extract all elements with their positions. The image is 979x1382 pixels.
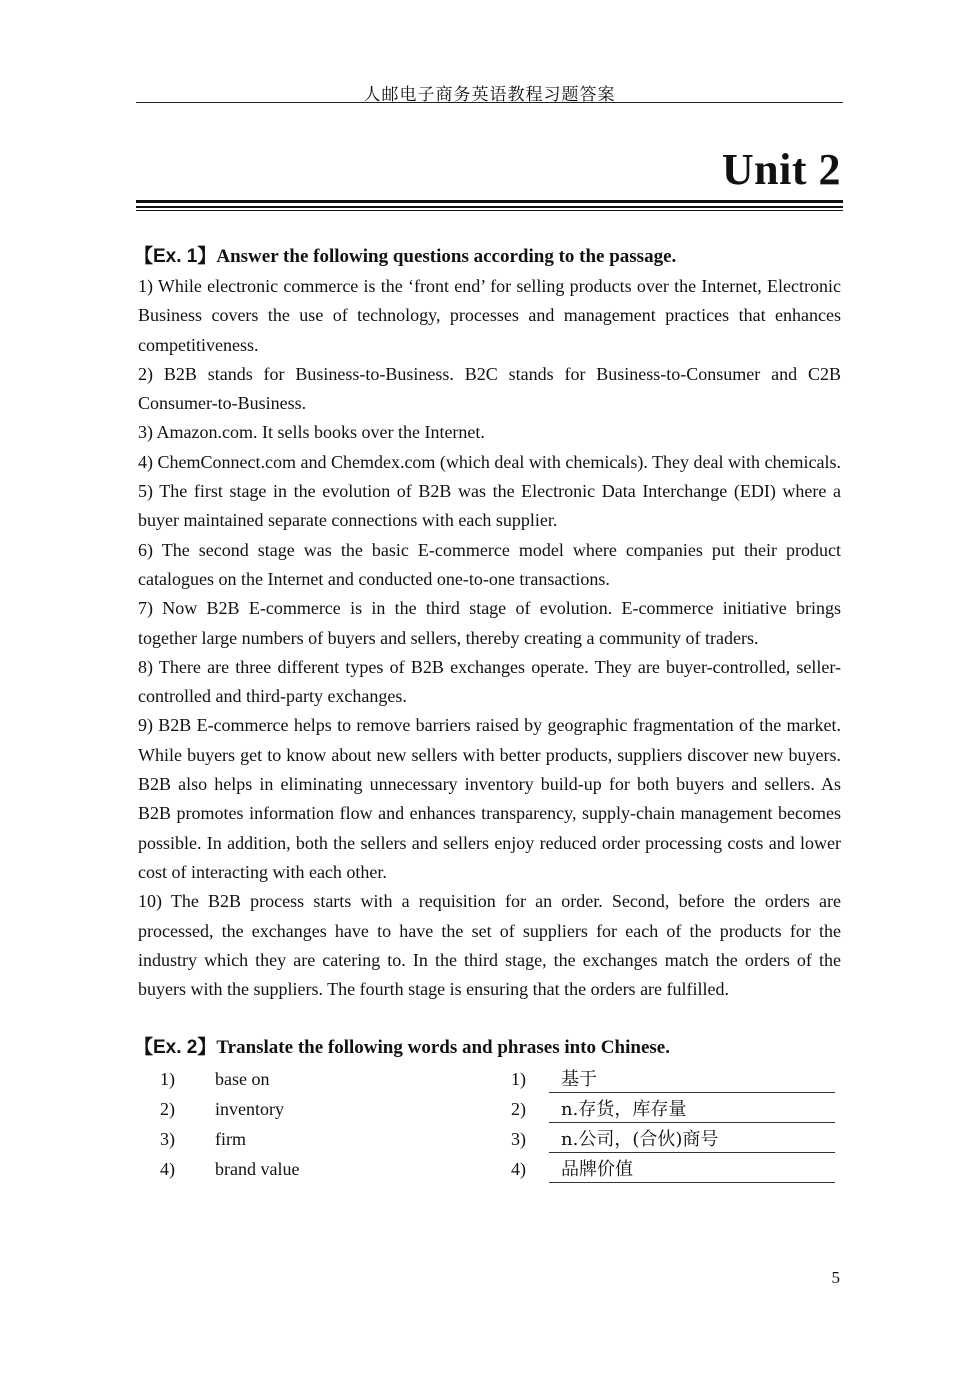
vocab-number: 1) bbox=[160, 1069, 175, 1090]
vocab-answer: n.存货，库存量 bbox=[549, 1095, 835, 1123]
vocab-answer: 基于 bbox=[549, 1065, 835, 1093]
ex1-answer-3: 3) Amazon.com. It sells books over the Internet. bbox=[138, 422, 485, 443]
ex1-answer-1: 1) While electronic commerce is the ‘front end’ for selling products over the Internet, Electronic Business covers the use of technology, processes and management practices that enhances competitiveness. bbox=[138, 276, 841, 355]
ex1-tag: 【Ex. 1】 bbox=[134, 246, 217, 267]
ex1-answer-10: 10) The B2B process starts with a requisition for an order. Second, before the orders are processed, the exchanges have to have the set of suppliers for each of the products for the industry which they are catering to. In the third stage, the exchanges match the orders of the buyers with the suppliers. The fourth stage is ensuring that the orders are fulfilled. bbox=[138, 891, 841, 1000]
ex2-instruction: Translate the following words and phrases into Chinese. bbox=[216, 1037, 670, 1059]
vocab-number: 2) bbox=[160, 1099, 175, 1120]
vocab-answer-number: 2) bbox=[511, 1099, 526, 1120]
vocab-row bbox=[138, 1125, 841, 1155]
vocab-row bbox=[138, 1095, 841, 1125]
vocab-term: firm bbox=[215, 1129, 246, 1150]
vocab-answer: 品牌价值 bbox=[549, 1155, 835, 1183]
vocab-row bbox=[138, 1155, 841, 1185]
ex1-answer-7: 7) Now B2B E-commerce is in the third stage of evolution. E-commerce initiative brings together large numbers of buyers and sellers, thereby creating a community of traders. bbox=[138, 598, 841, 648]
ex1-answer-8: 8) There are three different types of B2B exchanges operate. They are buyer-controlled, seller-controlled and third-party exchanges. bbox=[138, 656, 841, 707]
ex1-answer-6: 6) The second stage was the basic E-commerce model where companies put their product catalogues on the Internet and conducted one-to-one transactions. bbox=[138, 539, 841, 589]
title-rule-thin bbox=[136, 210, 843, 211]
ex1-instruction: Answer the following questions according to the passage. bbox=[216, 246, 677, 267]
title-rule-mid bbox=[136, 206, 843, 208]
ex2-heading bbox=[134, 1033, 841, 1063]
vocab-answer-number: 1) bbox=[511, 1069, 526, 1090]
ex1-answer-9: 9) B2B E-commerce helps to remove barriers raised by geographic fragmentation of the market. While buyers get to know about new sellers with better products, suppliers discover new buyers. B2B also helps in eliminating unnecessary inventory build-up for both buyers and sellers. As B2B promotes information flow and enhances transparency, supply-chain management becomes possible. In addition, both the sellers and sellers enjoy reduced order processing costs and lower cost of interacting with each other. bbox=[138, 715, 841, 882]
page-content bbox=[134, 242, 841, 1185]
ex2-tag: 【Ex. 2】 bbox=[134, 1037, 217, 1059]
vocab-term: base on bbox=[215, 1069, 270, 1090]
unit-title: Unit 2 bbox=[721, 145, 841, 194]
running-header: 人邮电子商务英语教程习题答案 bbox=[363, 85, 616, 105]
ex1-answer-2: 2) B2B stands for Business-to-Business. B2C stands for Business-to-Consumer and C2B Consumer-to-Business. bbox=[138, 363, 841, 414]
vocab-table bbox=[138, 1065, 841, 1185]
page-number: 5 bbox=[831, 1268, 840, 1287]
vocab-term: brand value bbox=[215, 1159, 300, 1180]
ex1-answer-4: 4) ChemConnect.com and Chemdex.com (which deal with chemicals). They deal with chemicals. bbox=[138, 451, 841, 472]
vocab-row bbox=[138, 1065, 841, 1095]
header-rule bbox=[136, 102, 843, 103]
vocab-answer-number: 3) bbox=[511, 1129, 526, 1150]
vocab-answer: n.公司，(合伙)商号 bbox=[549, 1125, 835, 1153]
ex1-answer-5: 5) The first stage in the evolution of B2B was the Electronic Data Interchange (EDI) where a buyer maintained separate connections with each supplier. bbox=[138, 481, 841, 531]
vocab-answer-number: 4) bbox=[511, 1159, 526, 1180]
title-rule-thick bbox=[136, 200, 843, 203]
vocab-number: 4) bbox=[160, 1159, 175, 1180]
vocab-term: inventory bbox=[215, 1099, 284, 1120]
vocab-number: 3) bbox=[160, 1129, 175, 1150]
ex1-heading bbox=[134, 242, 841, 272]
